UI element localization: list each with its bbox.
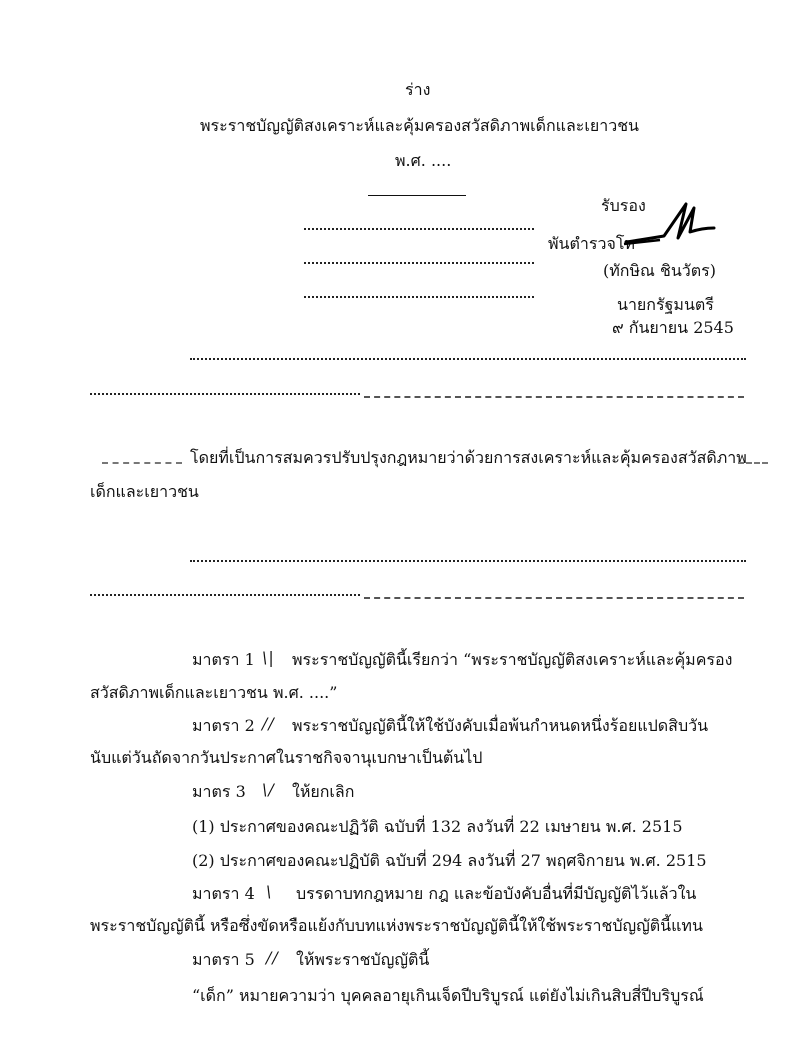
- endorsed-label: รับรอง: [601, 196, 646, 215]
- dashed-line: [364, 597, 744, 599]
- section-3-mark: \/: [262, 780, 275, 799]
- dotted-line: [90, 594, 360, 596]
- endorsement-date: ๙ กันยายน 2545: [612, 318, 734, 337]
- dashed-line: [738, 462, 768, 464]
- document-year: พ.ศ. ....: [395, 151, 452, 170]
- dotted-line: [304, 228, 534, 230]
- preamble-line: โดยที่เป็นการสมควรปรับปรุงกฎหมายว่าด้วยการสงเคราะห์และคุ้มครองสวัสดิภาพ: [190, 448, 747, 467]
- draft-label: ร่าง: [405, 80, 431, 99]
- section-2-mark: //: [262, 714, 275, 733]
- endorser-name: (ทักษิณ ชินวัตร): [603, 261, 716, 280]
- signature-image: [620, 198, 720, 252]
- section-5-mark: //: [266, 948, 279, 967]
- endorser-rank: พันตำรวจโท: [548, 234, 635, 253]
- section-4-text: พระราชบัญญัตินี้ หรือซึ่งขัดหรือแย้งกับบทแห่งพระราชบัญญัตินี้ให้ใช้พระราชบัญญัตินี้แทน: [90, 916, 703, 935]
- title-underline: [368, 195, 466, 196]
- dotted-line: [190, 358, 746, 360]
- endorser-position: นายกรัฐมนตรี: [617, 295, 714, 314]
- dotted-line: [304, 296, 534, 298]
- definition-child: “เด็ก” หมายความว่า บุคคลอายุเกินเจ็ดปีบริบูรณ์ แต่ยังไม่เกินสิบสี่ปีบริบูรณ์: [192, 986, 704, 1005]
- section-1-label: มาตรา 1: [192, 650, 255, 669]
- dashed-line: [364, 396, 744, 398]
- section-4-mark: \: [266, 882, 273, 901]
- section-3-label: มาตร 3: [192, 782, 246, 801]
- section-4-label: มาตรา 4: [192, 884, 255, 903]
- section-5-text: ให้พระราชบัญญัตินี้: [296, 950, 430, 969]
- document-title: พระราชบัญญัติสงเคราะห์และคุ้มครองสวัสดิภาพเด็กและเยาวชน: [200, 116, 639, 135]
- dashed-line: [102, 462, 182, 464]
- section-1-text: พระราชบัญญัตินี้เรียกว่า “พระราชบัญญัติสงเคราะห์และคุ้มครอง: [292, 650, 733, 669]
- section-3-item: (2) ประกาศของคณะปฏิบัติ ฉบับที่ 294 ลงวันที่ 27 พฤศจิกายน พ.ศ. 2515: [192, 851, 707, 870]
- section-2-label: มาตรา 2: [192, 716, 255, 735]
- section-3-item: (1) ประกาศของคณะปฏิวัติ ฉบับที่ 132 ลงวันที่ 22 เมษายน พ.ศ. 2515: [192, 817, 683, 836]
- preamble-line: เด็กและเยาวชน: [90, 482, 199, 501]
- section-3-text: ให้ยกเลิก: [292, 782, 355, 801]
- dotted-line: [190, 560, 746, 562]
- section-4-text: บรรดาบทกฎหมาย กฎ และข้อบังคับอื่นที่มีบัญญัติไว้แล้วใน: [296, 884, 697, 903]
- dotted-line: [90, 393, 360, 395]
- section-2-text: นับแต่วันถัดจากวันประกาศในราชกิจจานุเบกษาเป็นต้นไป: [90, 748, 483, 767]
- section-1-text: สวัสดิภาพเด็กและเยาวชน พ.ศ. ....”: [90, 683, 338, 702]
- section-5-label: มาตรา 5: [192, 950, 255, 969]
- dotted-line: [304, 262, 534, 264]
- section-2-text: พระราชบัญญัตินี้ให้ใช้บังคับเมื่อพ้นกำหนดหนึ่งร้อยแปดสิบวัน: [292, 716, 709, 735]
- section-1-mark: \|: [262, 648, 275, 667]
